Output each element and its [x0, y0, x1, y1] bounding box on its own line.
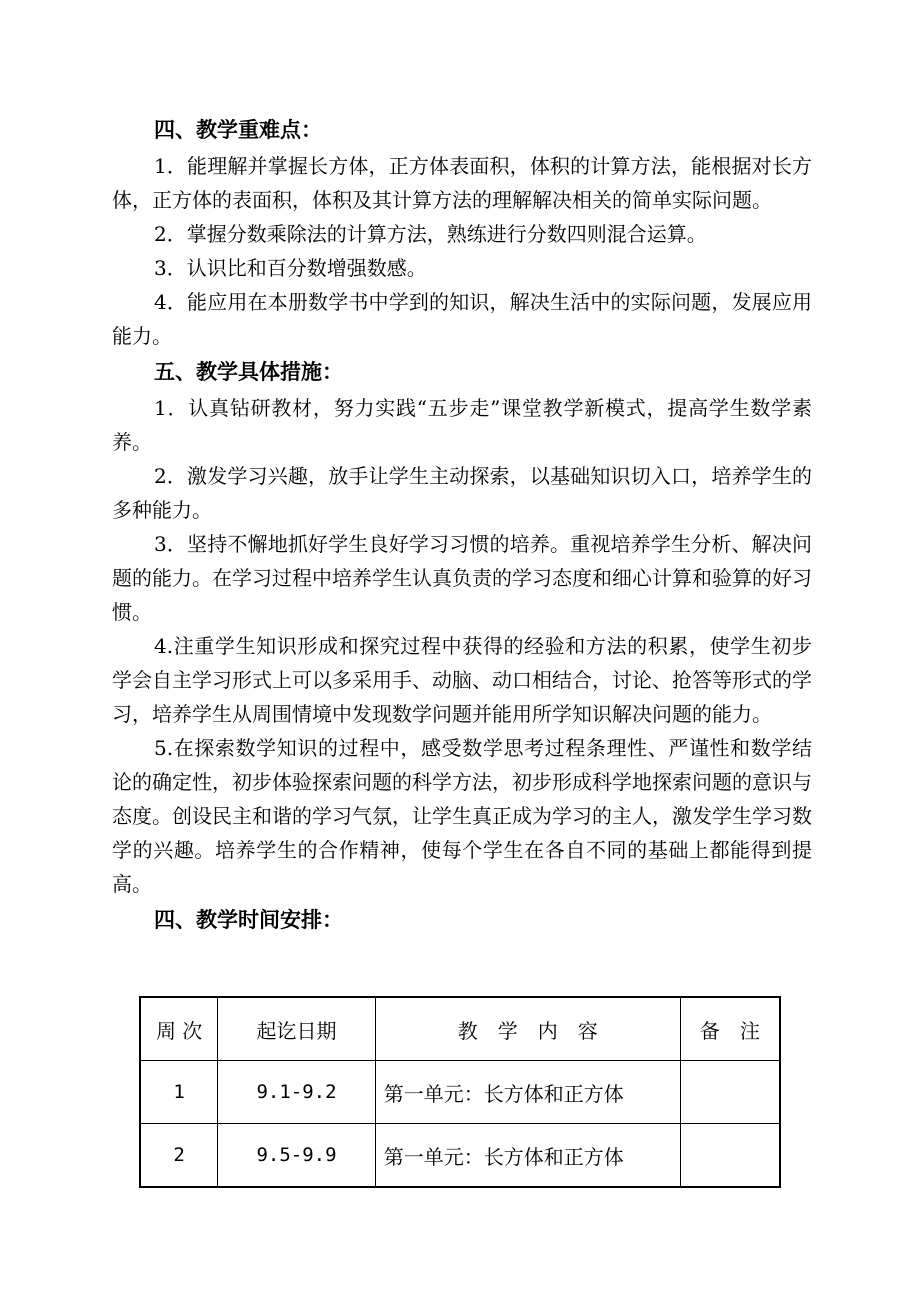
measure-item-5: 5.在探索数学知识的过程中，感受数学思考过程条理性、严谨性和数学结论的确定性，初步体验探索问题的科学方法，初步形成科学地探索问题的意识与态度。创设民主和谐的学习气氛，让学生真正成为学习的主人，激发学生学习数学的兴趣。培养学生的合作精神，使每个学生在各自不同的基础上都能得到提高。	[112, 736, 812, 896]
measure-item-2: 2．激发学习兴趣，放手让学生主动探索，以基础知识切入口，培养学生的多种能力。	[112, 464, 812, 522]
difficulty-item-3: 3．认识比和百分数增强数感。	[154, 256, 427, 280]
section-heading-teaching-difficulties: 四、教学重难点：	[154, 117, 322, 142]
section-heading-teaching-measures: 五、教学具体措施：	[154, 359, 343, 384]
difficulty-item-2: 2．掌握分数乘除法的计算方法，熟练进行分数四则混合运算。	[154, 222, 707, 246]
measure-item-1: 1．认真钻研教材，努力实践“五步走”课堂教学新模式，提高学生数学素养。	[112, 396, 812, 454]
header-dates: 起讫日期	[218, 997, 376, 1061]
header-week: 周 次	[140, 997, 218, 1061]
measure-item-4: 4.注重学生知识形成和探究过程中获得的经验和方法的积累，使学生初步学会自主学习形式上可以多采用手、动脑、动口相结合，讨论、抢答等形式的学习，培养学生从周围情境中发现数学问题并能用所学知识解决问题的能力。	[112, 634, 812, 726]
cell-week: 2	[140, 1124, 218, 1188]
difficulty-item-4: 4．能应用在本册数学书中学到的知识，解决生活中的实际问题，发展应用能力。	[112, 290, 812, 348]
cell-dates: 9.5-9.9	[218, 1124, 376, 1188]
header-content: 教 学 内 容	[375, 997, 680, 1061]
cell-week: 1	[140, 1061, 218, 1124]
schedule-table	[139, 996, 781, 1188]
measure-item-3: 3．坚持不懈地抓好学生良好学习习惯的培养。重视培养学生分析、解决问题的能力。在学习过程中培养学生认真负责的学习态度和细心计算和验算的好习惯。	[112, 532, 812, 624]
cell-content: 第一单元：长方体和正方体	[375, 1124, 680, 1188]
section-heading-schedule: 四、教学时间安排：	[154, 907, 343, 932]
table-row	[140, 1061, 780, 1124]
document-body	[112, 111, 812, 939]
cell-note	[680, 1061, 780, 1124]
table-header-row	[140, 997, 780, 1061]
header-note: 备 注	[680, 997, 780, 1061]
cell-note	[680, 1124, 780, 1188]
cell-content: 第一单元：长方体和正方体	[375, 1061, 680, 1124]
table-row	[140, 1124, 780, 1188]
cell-dates: 9.1-9.2	[218, 1061, 376, 1124]
difficulty-item-1: 1．能理解并掌握长方体，正方体表面积，体积的计算方法，能根据对长方体，正方体的表面积，体积及其计算方法的理解解决相关的简单实际问题。	[112, 154, 812, 212]
